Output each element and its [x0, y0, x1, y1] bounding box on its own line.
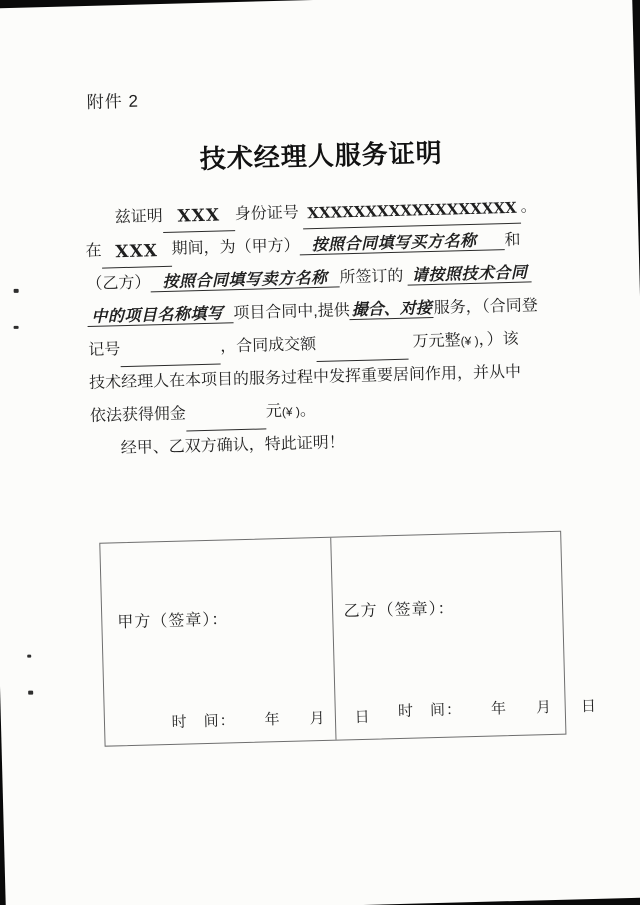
fill-in-blank: XXXXXXXXXXXXXXXXXX: [303, 193, 521, 230]
fill-in-blank: 中的项目名称填写: [87, 305, 233, 327]
fill-in-blank: 按照合同填写卖方名称: [150, 269, 339, 292]
document-body: [84, 190, 567, 466]
body-text: 记号: [88, 341, 121, 360]
body-text: 。: [299, 402, 317, 420]
date-unit-year: 年: [264, 711, 281, 729]
scan-speck: [28, 691, 33, 695]
document-title: 技术经理人服务证明: [199, 137, 444, 175]
body-text: 身份证号: [234, 204, 304, 224]
fill-in-blank: [186, 400, 267, 431]
fill-in-blank: [120, 336, 221, 368]
date-label: 时 间：: [171, 712, 236, 731]
body-text: 服务，（合同登: [433, 297, 538, 317]
date-unit-month: 月: [535, 698, 553, 717]
body-text: 元: [265, 402, 283, 421]
attachment-label: 附件 2: [86, 91, 140, 112]
party-b-date-row: [346, 678, 598, 740]
party-b-cell: [330, 532, 598, 740]
scan-speck: [14, 289, 19, 293]
body-text: 依法获得佣金: [89, 405, 187, 425]
scan-speck: [14, 326, 19, 329]
date-unit-month: 月: [309, 709, 326, 728]
body-text: 万元整: [407, 332, 461, 351]
fill-in-blank: 按照合同填写买方名称: [299, 232, 504, 255]
date-unit-day: 日: [354, 708, 371, 727]
date-unit-year: 年: [490, 700, 508, 718]
signature-table: [99, 531, 598, 747]
body-text: 和: [504, 231, 521, 250]
date-unit-day: 日: [580, 697, 598, 716]
body-text: 在: [85, 242, 102, 261]
body-text: 技术经理人在本项目的服务过程中发挥重要居间作用，并从中: [88, 363, 522, 392]
fill-in-blank: [316, 331, 409, 362]
scan-speck: [27, 655, 31, 658]
currency-note: (¥ ): [281, 404, 301, 419]
body-text: 。: [520, 198, 537, 216]
party-b-signature-label: 乙方（签章）：: [343, 600, 455, 621]
body-text: 兹证明: [114, 208, 163, 227]
body-text: ，合同成交额: [219, 336, 317, 356]
body-text: （乙方）: [86, 274, 151, 294]
body-text: 期间，为（甲方）: [171, 237, 300, 258]
body-text: ，）该: [478, 330, 519, 349]
fill-in-blank: XXX: [162, 200, 235, 233]
fill-in-blank: 请按照技术合同: [408, 264, 532, 285]
party-a-cell: [100, 538, 371, 746]
currency-note: (¥ ): [460, 333, 479, 349]
date-label: 时 间：: [397, 701, 463, 721]
body-text: 所签订的: [339, 267, 409, 287]
party-a-signature-label: 甲方（签章）：: [117, 611, 229, 632]
fill-in-blank: 撮合、对接: [350, 300, 434, 320]
fill-in-blank: XXX: [101, 236, 172, 269]
body-text: 经甲、乙双方确认，特此证明！: [120, 434, 345, 458]
body-text: 项目合同中,提供: [233, 302, 350, 323]
